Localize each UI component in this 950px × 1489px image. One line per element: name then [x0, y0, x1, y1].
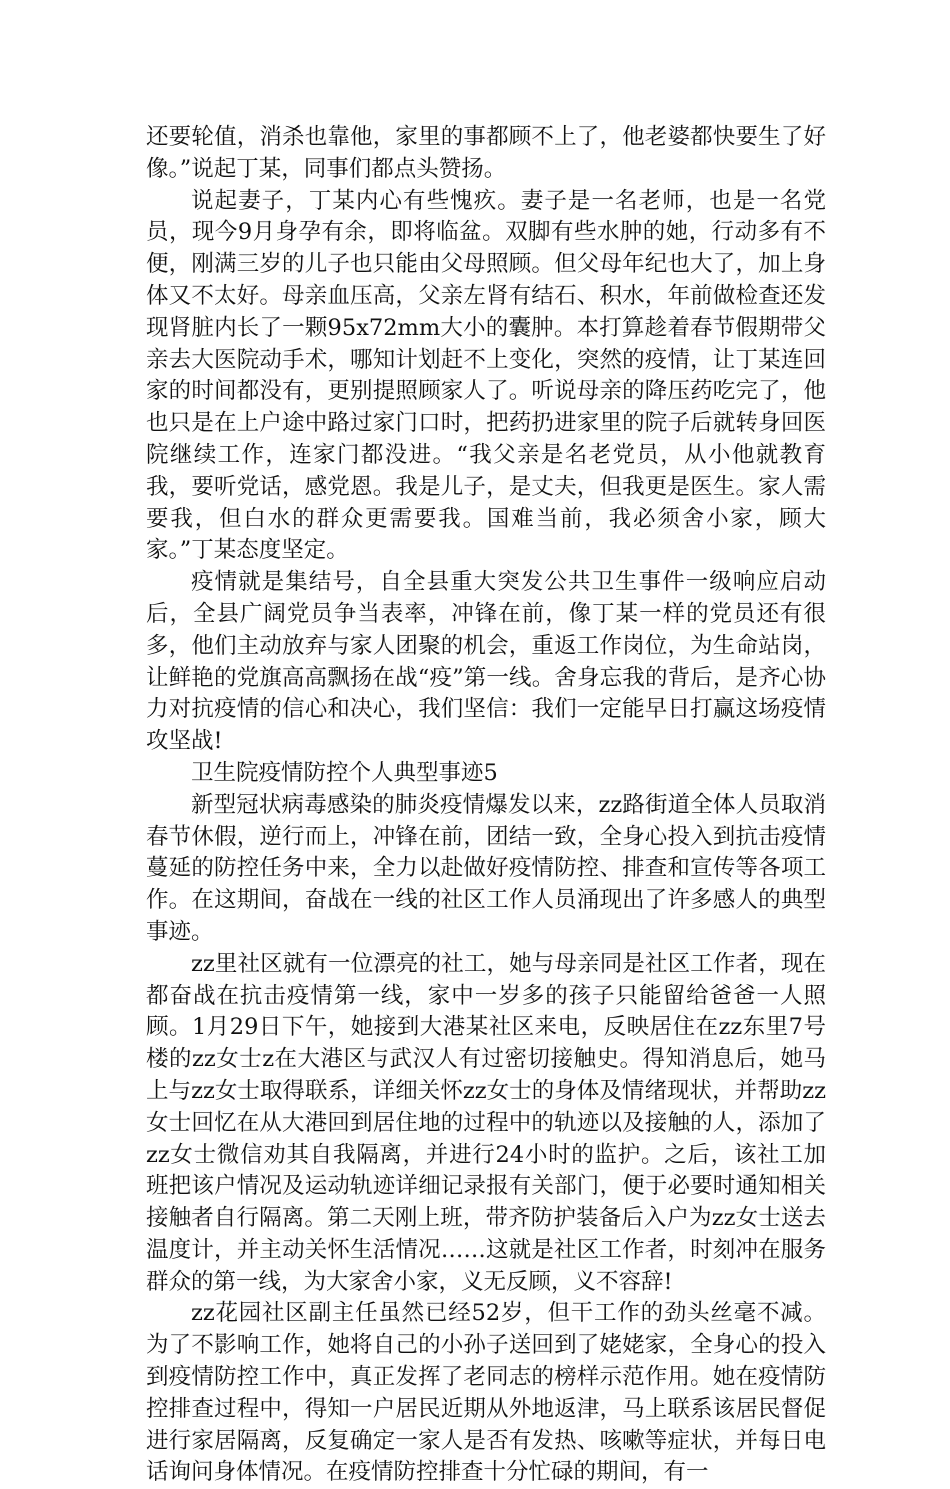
paragraph-party-members: 疫情就是集结号，自全县重大突发公共卫生事件一级响应启动后，全县广阔党员争当表率，冲锋在前，像丁某一样的党员还有很多，他们主动放弃与家人团聚的机会，重返工作岗位，为生命站岗，让鲜艳的党旗高高飘扬在战“疫”第一线。舍身忘我的背后，是齐心协力对抗疫情的信心和决心，我们坚信：我们一定能早日打赢这场疫情攻坚战! [146, 569, 826, 755]
paragraph-street-staff: 新型冠状病毒感染的肺炎疫情爆发以来，zz路街道全体人员取消春节休假，逆行而上，冲锋在前，团结一致，全身心投入到抗击疫情蔓延的防控任务中来，全力以赴做好疫情防控、排查和宣传等各项工作。在这期间，奋战在一线的社区工作人员涌现出了许多感人的典型事迹。 [146, 791, 826, 945]
document-body [146, 122, 826, 1489]
paragraph-deputy-director: zz花园社区副主任虽然已经52岁，但干工作的劲头丝毫不减。为了不影响工作，她将自己的小孙子送回到了姥姥家，全身心的投入到疫情防控工作中，真正发挥了老同志的榜样示范作用。她在疫情防控排查过程中，得知一户居民近期从外地返津，马上联系该居民督促进行家居隔离，反复确定一家人是否有发热、咳嗽等症状，并每日电话询问身体情况。在疫情防控排查十分忙碌的期间，有一 [146, 1300, 826, 1486]
paragraph-wife: 说起妻子，丁某内心有些愧疚。妻子是一名老师，也是一名党员，现今9月身孕有余，即将临盆。双脚有些水肿的她，行动多有不便，刚满三岁的儿子也只能由父母照顾。但父母年纪也大了，加上身体又不太好。母亲血压高，父亲左肾有结石、积水，年前做检查还发现肾脏内长了一颗95x72mm大小的囊肿。本打算趁着春节假期带父亲去大医院动手术，哪知计划赶不上变化，突然的疫情，让丁某连回家的时间都没有，更别提照顾家人了。听说母亲的降压药吃完了，他也只是在上户途中路过家门口时，把药扔进家里的院子后就转身回医院继续工作，连家门都没进。“我父亲是名老党员，从小他就教育我，要听党话，感党恩。我是儿子，是丈夫，但我更是医生。家人需要我，但白水的群众更需要我。国难当前，我必须舍小家，顾大家。”丁某态度坚定。 [146, 187, 826, 564]
paragraph-continuation: 还要轮值，消杀也靠他，家里的事都顾不上了，他老婆都快要生了好像。”说起丁某，同事们都点头赞扬。 [146, 124, 826, 182]
section-heading: 卫生院疫情防控个人典型事迹5 [191, 759, 498, 786]
paragraph-social-worker: zz里社区就有一位漂亮的社工，她与母亲同是社区工作者，现在都奋战在抗击疫情第一线，家中一岁多的孩子只能留给爸爸一人照顾。1月29日下午，她接到大港某社区来电，反映居住在zz东里7号楼的zz女士z在大港区与武汉人有过密切接触史。得知消息后，她马上与zz女士取得联系，详细关怀zz女士的身体及情绪现状，并帮助zz女士回忆在从大港回到居住地的过程中的轨迹以及接触的人，添加了zz女士微信劝其自我隔离，并进行24小时的监护。之后，该社工加班把该户情况及运动轨迹详细记录报有关部门，便于必要时通知相关接触者自行隔离。第二天刚上班，带齐防护装备后入户为zz女士送去温度计，并主动关怀生活情况……这就是社区工作者，时刻冲在服务群众的第一线，为大家舍小家，义无反顾，义不容辞! [146, 950, 826, 1295]
